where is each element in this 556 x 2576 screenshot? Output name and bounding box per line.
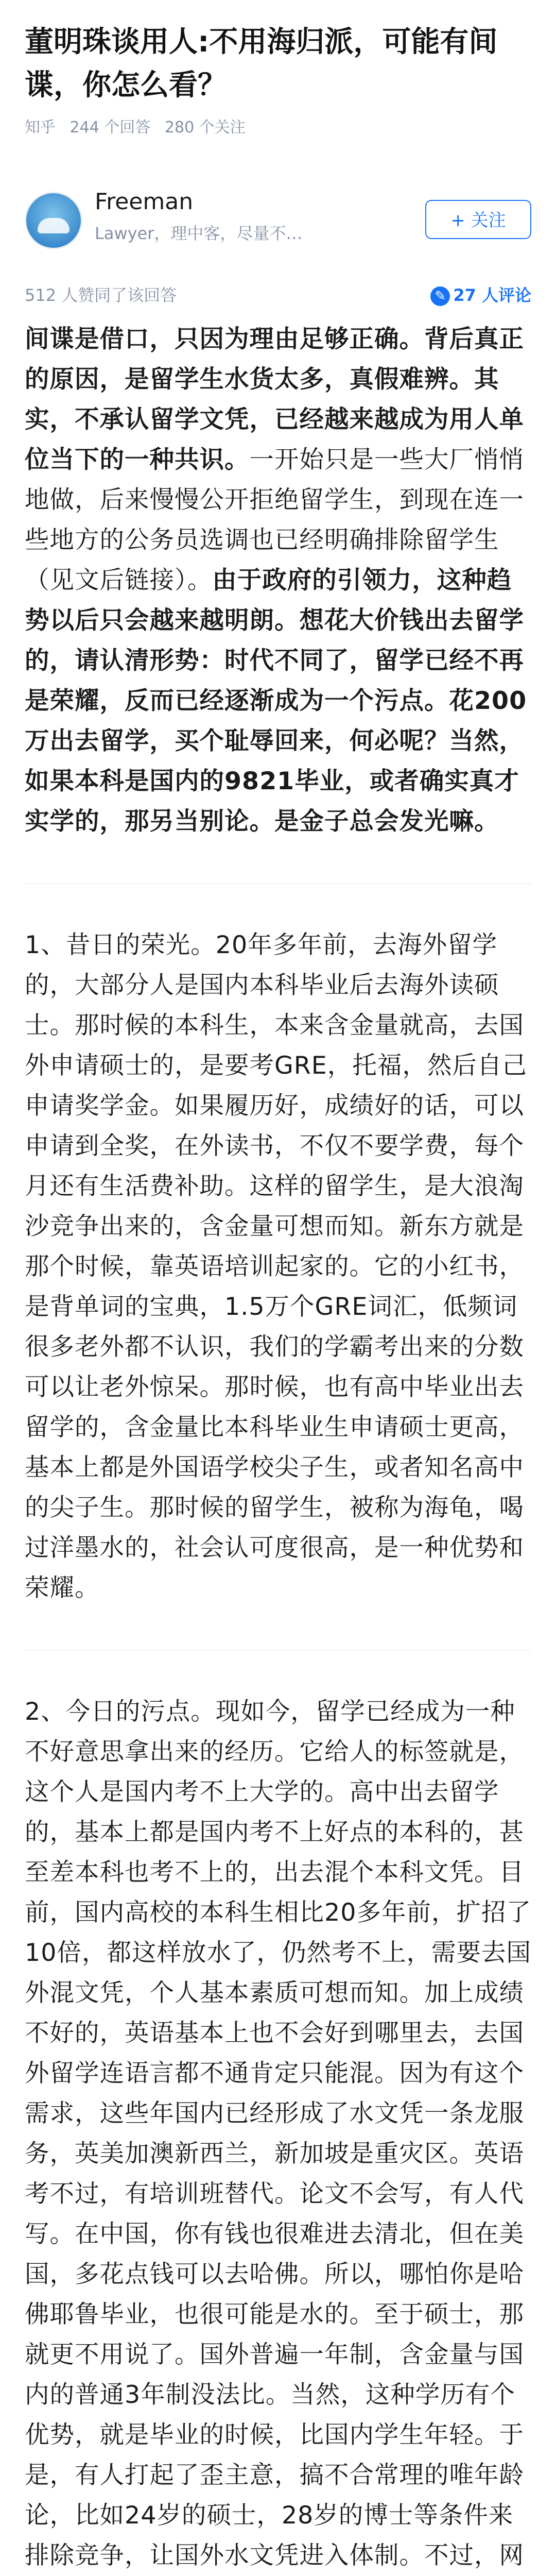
comments-link[interactable]	[430, 282, 531, 306]
author-bio: Lawyer，理中客，尽量不…	[95, 224, 303, 243]
divider	[25, 883, 531, 884]
source-label[interactable]: 知乎	[25, 118, 56, 137]
section-past-glory: 1、昔日的荣光。20年多年前，去海外留学的，大部分人是国内本科毕业后去海外读硕士。那时候的本科生，本来含金量就高，去国外申请硕士的，是要考GRE，托福，然后自己申请奖学金。如果履历好，成绩好的话，可以申请到全奖，在外读书，不仅不要学费，每个月还有生活费补助。这样的留学生，是大浪淘沙竞争出来的，含金量可想而知。新东方就是那个时候，靠英语培训起家的。它的小红书，是背单词的宝典，1.5万个GRE词汇，低频词很多老外都不认识，我们的学霸考出来的分数可以让老外惊呆。那时候，也有高中毕业出去留学的，含金量比本科毕业生申请硕士更高，基本上都是外国语学校尖子生，或者知名高中的尖子生。那时候的留学生，被称为海龟，喝过洋墨水的，社会认可度很高，是一种优势和荣耀。	[25, 931, 527, 1602]
author-name[interactable]: Freeman	[95, 189, 194, 215]
section-today-stain: 2、今日的污点。现如今，留学已经成为一种不好意思拿出来的经历。它给人的标签就是，这个人是国内考不上大学的。高中出去留学的，基本上都是国内考不上好点的本科的，甚至差本科也考不上的，出去混个本科文凭。目前，国内高校的本科生相比20多年前，扩招了10倍，都这样放水了，仍然考不上，需要去国外混文凭，个人基本素质可想而知。加上成绩不好的，英语基本上也不会好到哪里去，去国外留学连语言都不通肯定只能混。因为有这个需求，这些年国内已经形成了水文凭一条龙服务，英美加澳新西兰，新加坡是重灾区。英语考不过，有培训班替代。论文不会写，有人代写。在中国，你有钱也很难进去清北，但在美国，多花点钱可以去哈佛。所以，哪怕你是哈佛耶鲁毕业，也很可能是水的。至于硕士，那就更不用说了。国外普遍一年制，含金量与国内的普通3年制没法比。当然，这种学历有个优势，就是毕业的时候，比国内学生年轻。于是，有人打起了歪主意，搞不合常理的唯年龄论，比如24岁的硕士，28岁的博士等条件来排除竞争，让国外水文凭进入体制。不过，网	[25, 1698, 531, 2570]
intro-normal-text: 一开始只是一些大厂悄悄地做，后来慢慢公开拒绝留学生，到现在连一些地方的公务员选调也已经明确排除留学生（见文后链接）。	[25, 446, 524, 595]
intro-bold-text: 间谍是借口，只因为理由足够正确。背后真正的原因，是留学生水货太多，真假难辨。其实，不承认留学文凭，已经越来越成为用人单位当下的一种共识。	[25, 325, 524, 474]
intro-bold-text-2: 由于政府的引领力，这种趋势以后只会越来越明朗。想花大价钱出去留学的，请认清形势：时代不同了，留学已经不再是荣耀，反而已经逐渐成为一个污点。花200万出去留学，买个耻辱回来，何必呢？当然，如果本科是国内的9821毕业，或者确实真才实学的，那另当别论。是金子总会发光嘛。	[25, 566, 527, 836]
follower-count: 280 个关注	[164, 118, 246, 137]
answer-count[interactable]: 244 个回答	[70, 118, 151, 137]
question-title[interactable]: 董明珠谈用人:不用海归派，可能有间谍，你怎么看？	[25, 25, 498, 102]
avatar[interactable]	[25, 192, 82, 249]
answer-body	[25, 319, 531, 2576]
comments-count: 27 人评论	[453, 285, 531, 305]
comment-icon: ✎	[430, 286, 450, 306]
question-meta	[25, 114, 255, 137]
author-row	[25, 185, 531, 252]
divider	[25, 1650, 531, 1651]
follow-button[interactable]: + 关注	[425, 200, 531, 239]
stats-row	[25, 282, 531, 308]
likes-count: 512 人赞同了该回答	[25, 285, 177, 305]
intro-paragraph	[25, 319, 531, 842]
